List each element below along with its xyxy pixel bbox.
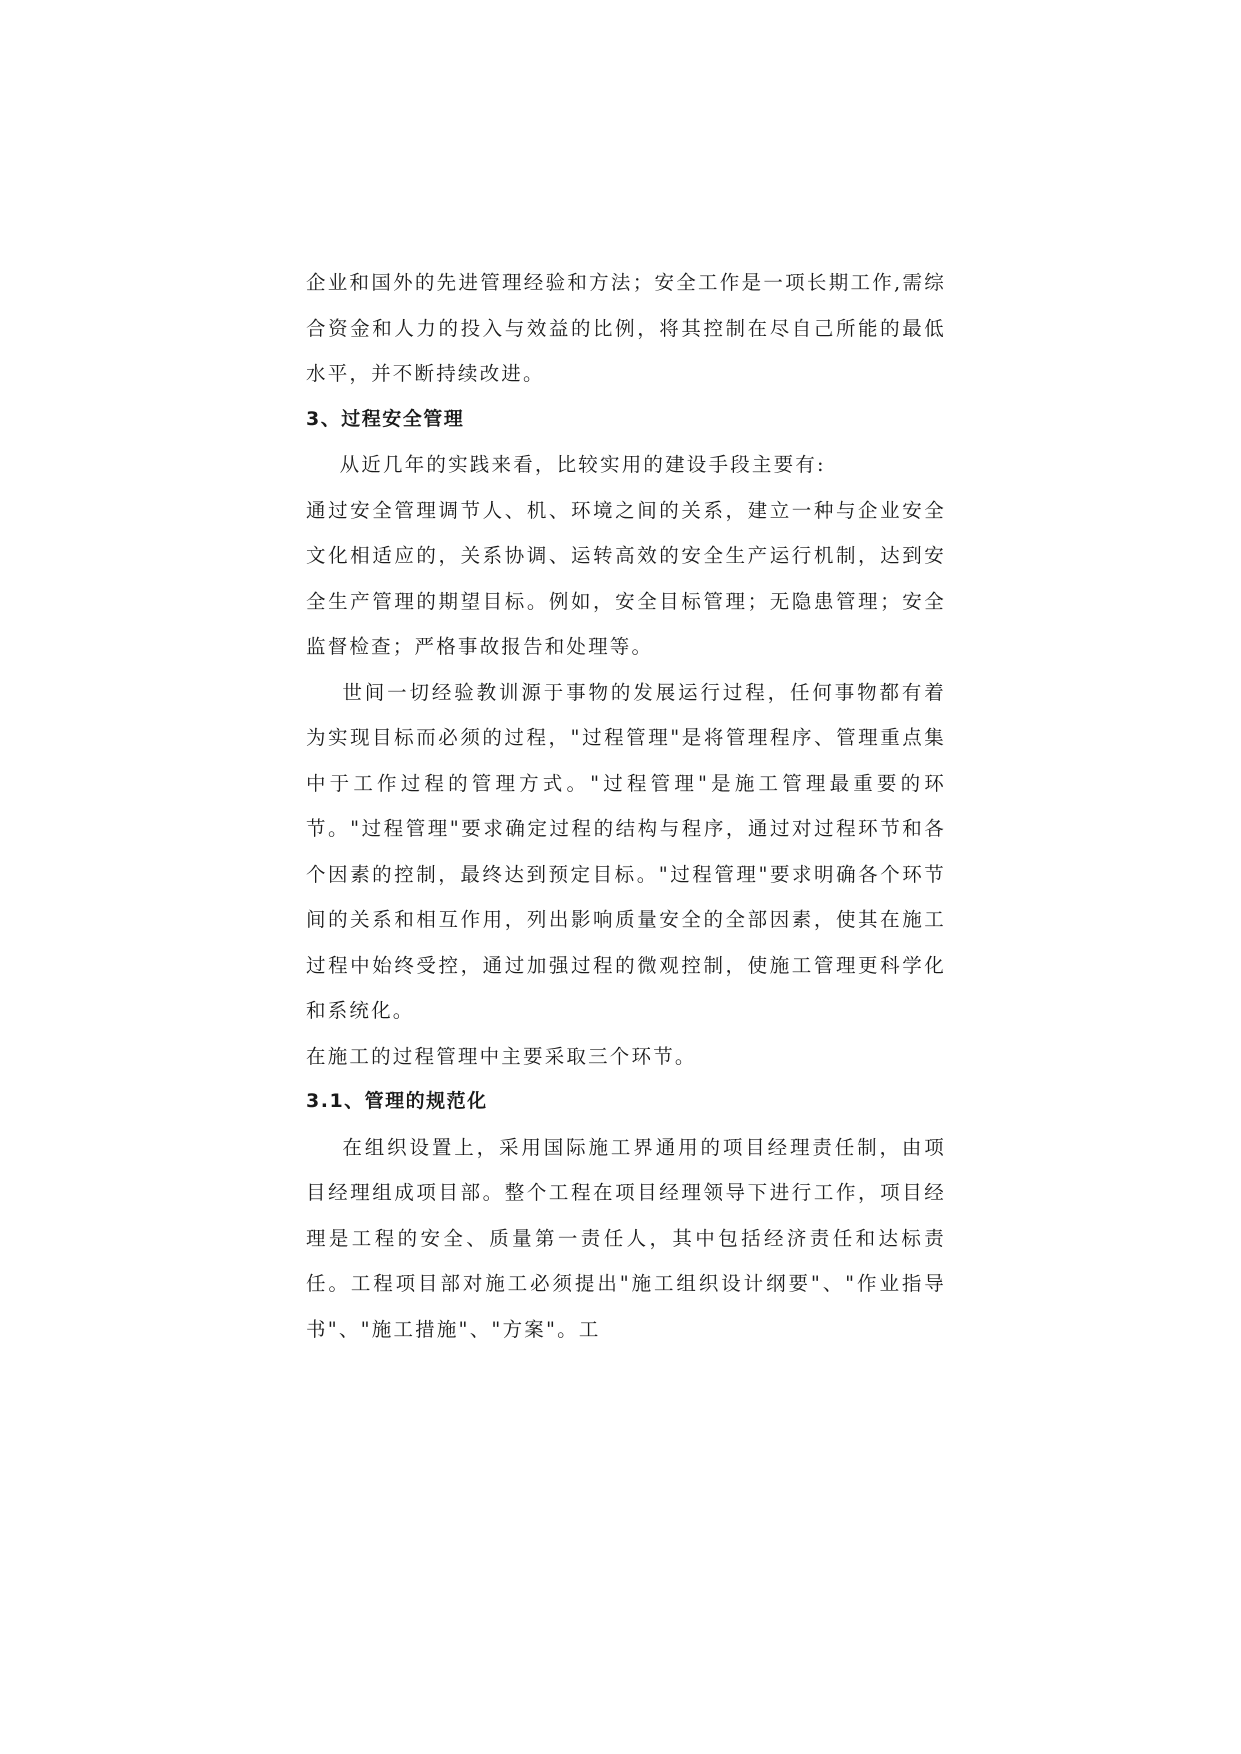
paragraph-management-experience: 企业和国外的先进管理经验和方法；安全工作是一项长期工作,需综合资金和人力的投入与效益的比例，将其控制在尽自己所能的最低水平，并不断持续改进。 [306, 271, 946, 385]
paragraph-three-links: 在施工的过程管理中主要采取三个环节。 [306, 1044, 697, 1068]
paragraph-organization: 在组织设置上，采用国际施工界通用的项目经理责任制，由项目经理组成项目部。整个工程在项目经理领导下进行工作，项目经理是工程的安全、质量第一责任人，其中包括经济责任和达标责任。工程项目部对施工必须提出"施工组织设计纲要"、"作业指导书"、"施工措施"、"方案"。工 [306, 1135, 946, 1341]
paragraph-practice-intro: 从近几年的实践来看，比较实用的建设手段主要有: [306, 453, 826, 476]
page-body [306, 260, 946, 1352]
paragraph-process-management: 世间一切经验教训源于事物的发展运行过程，任何事物都有着为实现目标而必须的过程，"过程管理"是将管理程序、管理重点集中于工作过程的管理方式。"过程管理"是施工管理最重要的环节。"过程管理"要求确定过程的结构与程序，通过对过程环节和各个因素的控制，最终达到预定目标。"过程管理"要求明确各个环节间的关系和相互作用，列出影响质量安全的全部因素，使其在施工过程中始终受控，通过加强过程的微观控制，使施工管理更科学化和系统化。 [306, 680, 946, 1022]
paragraph-safety-mechanism: 通过安全管理调节人、机、环境之间的关系，建立一种与企业安全文化相适应的，关系协调、运转高效的安全生产运行机制，达到安全生产管理的期望目标。例如，安全目标管理；无隐患管理；安全监督检查；严格事故报告和处理等。 [306, 498, 946, 658]
section-heading-process-safety: 3、过程安全管理 [306, 407, 465, 430]
section-heading-standardization: 3.1、管理的规范化 [306, 1090, 488, 1112]
